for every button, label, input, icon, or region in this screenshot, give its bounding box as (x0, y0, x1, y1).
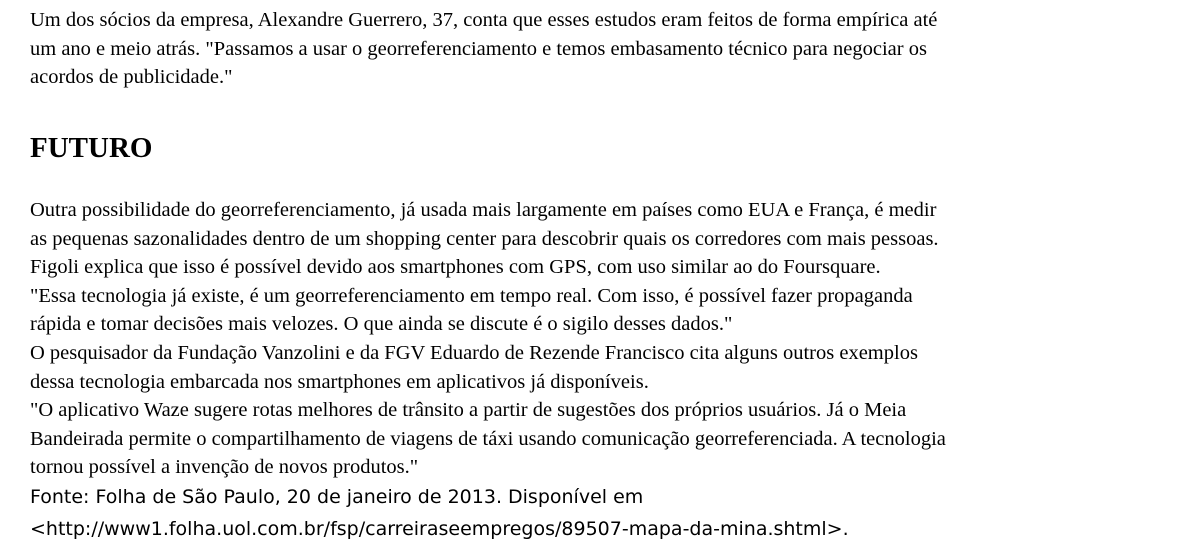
body-line: dessa tecnologia embarcada nos smartphones em aplicativos já disponíveis. (30, 370, 649, 393)
body-line: tornou possível a invenção de novos produtos." (30, 456, 419, 479)
body-line: Bandeirada permite o compartilhamento de viagens de táxi usando comunicação georreferenciada. A tecnologia (30, 427, 946, 450)
source-url-line: <http://www1.folha.uol.com.br/fsp/carreiraseempregos/89507-mapa-da-mina.shtml>. (30, 518, 849, 540)
section-heading: FUTURO (30, 132, 153, 164)
body-paragraph (30, 196, 946, 482)
body-line: Outra possibilidade do georreferenciamento, já usada mais largamente em países como EUA e França, é medir (30, 199, 937, 221)
intro-line: um ano e meio atrás. "Passamos a usar o georreferenciamento e temos embasamento técnico para negociar os (30, 37, 927, 60)
body-line: Figoli explica que isso é possível devido aos smartphones com GPS, com uso similar ao do Foursquare. (30, 256, 881, 279)
body-line: O pesquisador da Fundação Vanzolini e da FGV Eduardo de Rezende Francisco cita alguns outros exemplos (30, 341, 918, 364)
body-line: as pequenas sazonalidades dentro de um shopping center para descobrir quais os corredores com mais pessoas. (30, 227, 939, 250)
body-line: "O aplicativo Waze sugere rotas melhores de trânsito a partir de sugestões dos próprios usuários. Já o Meia (30, 399, 907, 422)
body-line: "Essa tecnologia já existe, é um georreferenciamento em tempo real. Com isso, é possível fazer propaganda (30, 284, 913, 307)
intro-paragraph (30, 6, 937, 92)
intro-line: Um dos sócios da empresa, Alexandre Guerrero, 37, conta que esses estudos eram feitos de forma empírica até (30, 9, 938, 31)
source-citation (30, 481, 849, 545)
intro-line: acordos de publicidade." (30, 66, 233, 89)
source-line: Fonte: Folha de São Paulo, 20 de janeiro de 2013. Disponível em (30, 486, 644, 508)
body-line: rápida e tomar decisões mais velozes. O que ainda se discute é o sigilo desses dados." (30, 313, 733, 336)
